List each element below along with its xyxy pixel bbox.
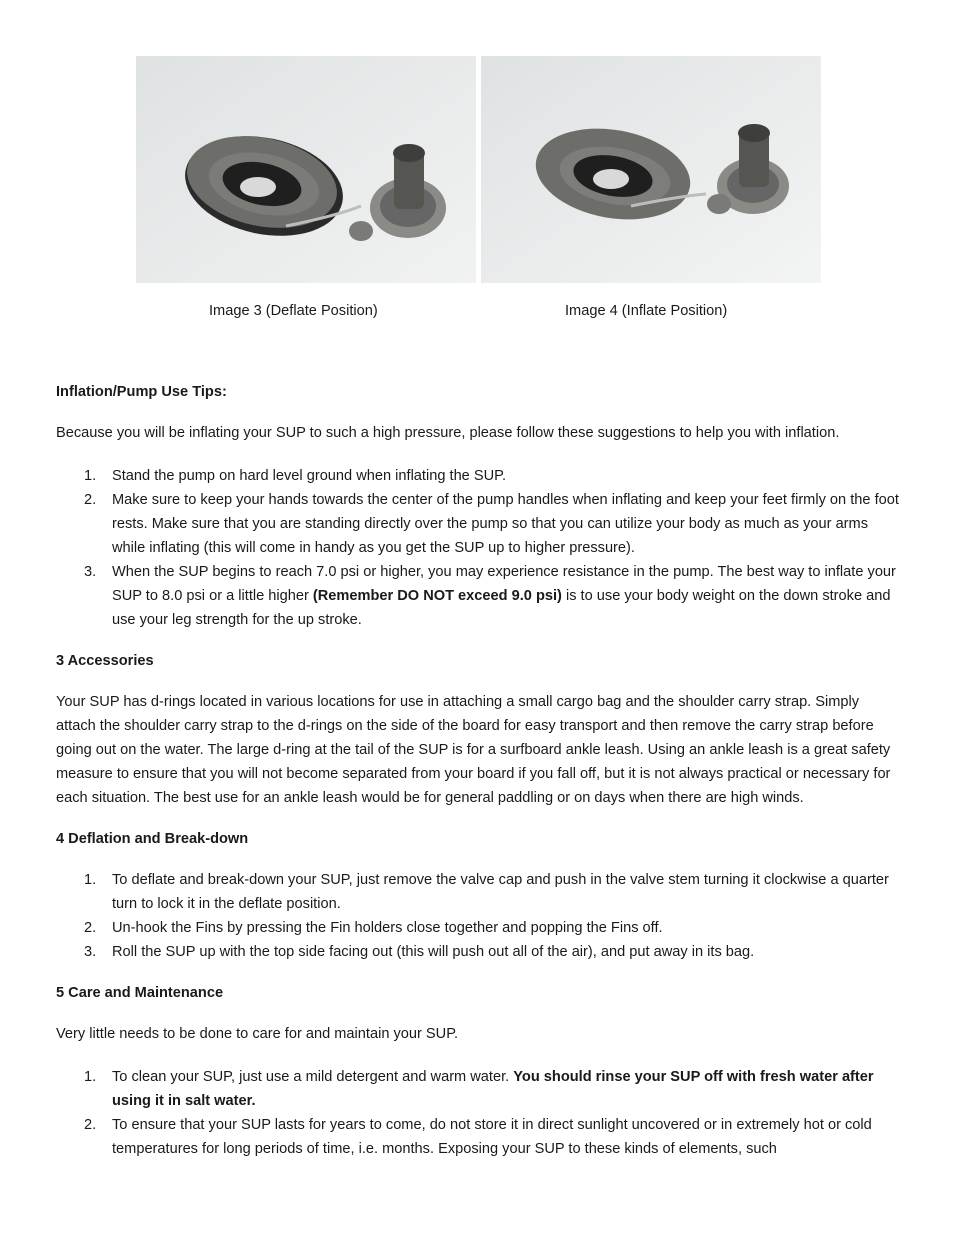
list-number: 2.	[84, 492, 97, 508]
list-item	[56, 1065, 902, 1113]
list-item-text: Un-hook the Fins by pressing the Fin holders close together and popping the Fins off.	[112, 920, 663, 936]
list-item	[56, 1113, 902, 1161]
list-number: 3.	[84, 564, 97, 580]
numbered-list	[56, 1065, 902, 1161]
list-item	[56, 868, 902, 916]
paragraph: Very little needs to be done to care for and maintain your SUP.	[56, 1026, 459, 1042]
list-item	[56, 916, 902, 940]
list-number: 1.	[84, 468, 97, 484]
valve-photo-deflate	[136, 56, 476, 283]
list-item	[56, 464, 902, 488]
document-body	[56, 382, 902, 1180]
valve-photo-inflate	[481, 56, 821, 283]
list-item-text: To deflate and break-down your SUP, just remove the valve cap and push in the valve stem turning it clockwise a quarter turn to lock it in the deflate position.	[112, 872, 889, 912]
section-heading: 5 Care and Maintenance	[56, 985, 224, 1001]
numbered-list	[56, 464, 902, 632]
list-number: 2.	[84, 920, 97, 936]
paragraph: Your SUP has d-rings located in various locations for use in attaching a small cargo bag and the shoulder carry strap. Simply attach the shoulder carry strap to the d-rings on the side of the board for easy transport and then remove the carry strap before going out on the water. The large d-ring at the tail of the SUP is for a surfboard ankle leash. Using an ankle leash is a great safety measure to ensure that you will not become separated from your board if you fall off, but it is not always practical or necessary for each situation. The best use for an ankle leash would be for general paddling or on days when there are high winds.	[56, 694, 891, 806]
figure-caption: Image 3 (Deflate Position)	[209, 303, 378, 319]
list-item-text: Make sure to keep your hands towards the center of the pump handles when inflating and keep your feet firmly on the foot rests. Make sure that you are standing directly over the pump so that you can utilize your body as much as your arms while inflating (this will come in handy as you get the SUP up to higher pressure).	[112, 492, 899, 556]
list-item-text: When the SUP begins to reach 7.0 psi or higher, you may experience resistance in the pump. The best way to inflate your SUP to 8.0 psi or a little higher	[112, 564, 896, 604]
list-item	[56, 560, 902, 632]
list-item-text: To ensure that your SUP lasts for years to come, do not store it in direct sunlight uncovered or in extremely hot or cold temperatures for long periods of time, i.e. months. Exposing your SUP to these kinds of elements, such	[112, 1117, 872, 1157]
list-item-text: is to use your body weight on the down stroke and use your leg strength for the up stroke.	[112, 588, 891, 628]
section-heading: Inflation/Pump Use Tips:	[56, 384, 227, 400]
warning-text: (Remember DO NOT exceed 9.0 psi)	[312, 588, 562, 604]
list-number: 1.	[84, 1069, 97, 1085]
section-heading: 3 Accessories	[56, 653, 154, 669]
list-item-text: Roll the SUP up with the top side facing out (this will push out all of the air), and put away in its bag.	[112, 944, 755, 960]
emphasis-text: You should rinse your SUP off with fresh water after using it in salt water.	[112, 1069, 874, 1109]
list-item-text: To clean your SUP, just use a mild detergent and warm water.	[112, 1069, 514, 1085]
numbered-list	[56, 868, 902, 964]
list-number: 1.	[84, 872, 97, 888]
list-number: 3.	[84, 944, 97, 960]
list-item	[56, 940, 902, 964]
figure-caption: Image 4 (Inflate Position)	[565, 303, 728, 319]
list-number: 2.	[84, 1117, 97, 1133]
list-item	[56, 488, 902, 560]
paragraph: Because you will be inflating your SUP to such a high pressure, please follow these suggestions to help you with inflation.	[56, 425, 840, 441]
section-heading: 4 Deflation and Break-down	[56, 831, 249, 847]
list-item-text: Stand the pump on hard level ground when inflating the SUP.	[112, 468, 507, 484]
